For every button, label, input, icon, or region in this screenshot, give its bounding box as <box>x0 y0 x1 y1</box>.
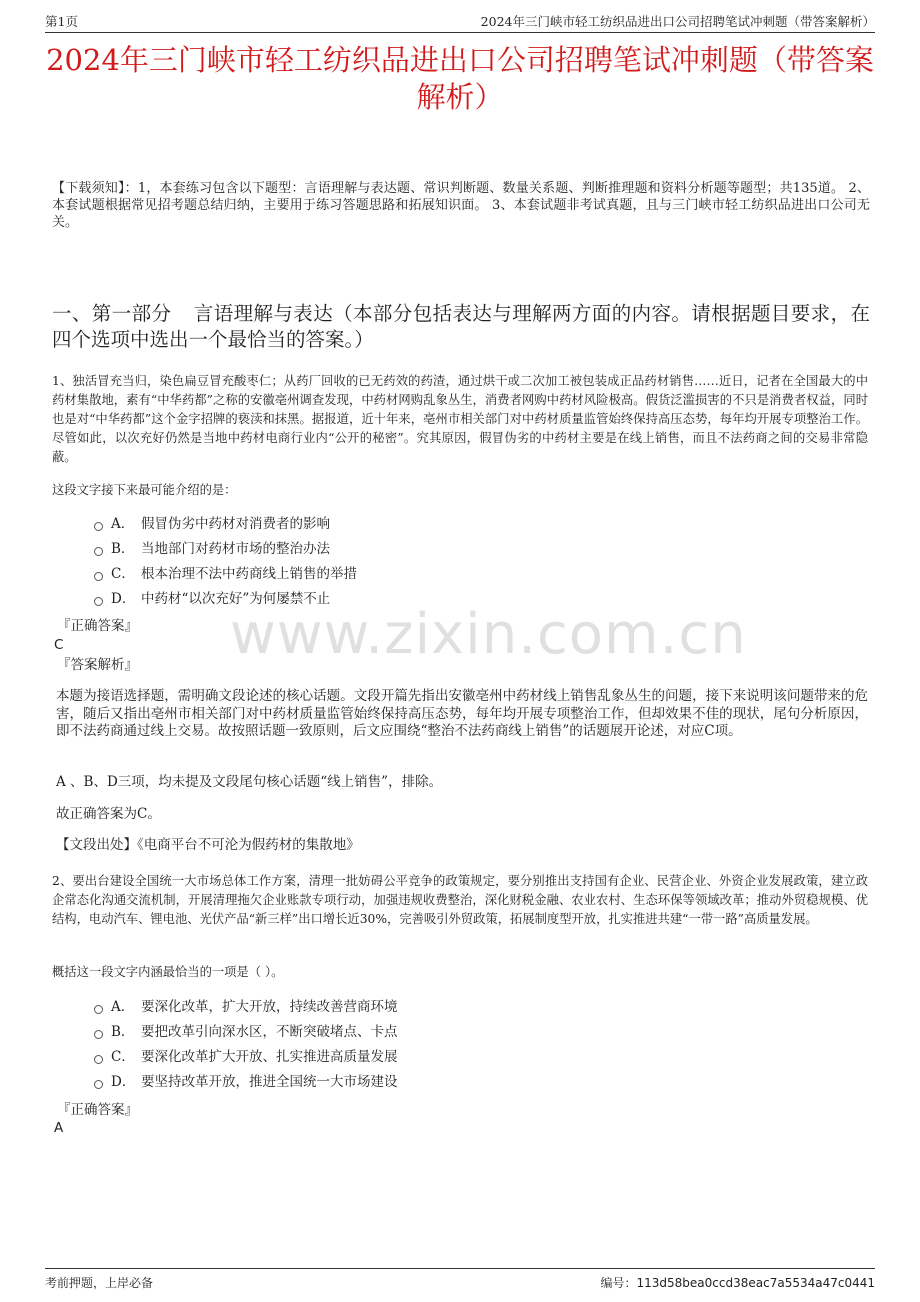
header-doc-title: 2024年三门峡市轻工纺织品进出口公司招聘笔试冲刺题（带答案解析） <box>480 14 875 29</box>
question-1-option-c[interactable] <box>94 564 357 584</box>
download-notice: 【下载须知】：1，本套练习包含以下题型：言语理解与表达题、常识判断题、数量关系题、判断推理题和资料分析题等题型；共135道。 2、本套试题根据常见招考题总结归纳，主要用于练习答题思路和拓展知识面。 3、本套试题非考试真题，且与三门峡市轻工纺织品进出口公司无关。 <box>52 181 870 230</box>
question-2-option-c[interactable] <box>94 1047 398 1067</box>
question-1-stem: 这段文字接下来最可能介绍的是： <box>52 483 237 497</box>
option-letter: B． <box>111 541 135 557</box>
radio-icon[interactable] <box>94 1055 103 1064</box>
footer-slogan: 考前押题，上岸必备 <box>45 1276 154 1290</box>
section-number: 一、第一部分 <box>52 302 172 325</box>
option-text: 要深化改革扩大开放、扎实推进高质量发展 <box>141 1049 398 1065</box>
option-text: 要坚持改革开放，推进全国统一大市场建设 <box>141 1074 398 1090</box>
question-2-option-a[interactable] <box>94 997 398 1017</box>
radio-icon[interactable] <box>94 1030 103 1039</box>
section-heading <box>52 301 870 353</box>
radio-icon[interactable] <box>94 547 103 556</box>
option-text: 当地部门对药材市场的整治办法 <box>141 541 330 557</box>
page-number: 第1页 <box>45 14 78 29</box>
option-letter: D． <box>111 1074 136 1090</box>
question-1-analysis-paragraph: 本题为接语选择题，需明确文段论述的核心话题。文段开篇先指出安徽亳州中药材线上销售乱象丛生的问题，接下来说明该问题带来的危害，随后又指出亳州市相关部门对中药材质量监管始终保持高压态势，每年均开展专项整治工作，但却效果不佳的现状，尾句分析原因，即不法药商通过线上交易。故按照话题一致原则，后文应围绕“整治不法药商线上销售”的话题展开论述，对应C项。 <box>56 688 868 739</box>
option-text: 假冒伪劣中药材对消费者的影响 <box>141 516 330 532</box>
radio-icon[interactable] <box>94 597 103 606</box>
radio-icon[interactable] <box>94 1005 103 1014</box>
section-text: 言语理解与表达（本部分包括表达与理解两方面的内容。请根据题目要求，在四个选项中选出一个最恰当的答案。） <box>52 302 870 351</box>
option-letter: D． <box>111 591 136 607</box>
option-text: 中药材“以次充好”为何屡禁不止 <box>141 591 331 607</box>
question-1-analysis-label: 『答案解析』 <box>57 657 138 673</box>
document-code-label: 编号： <box>600 1276 637 1290</box>
question-1-answer-label: 『正确答案』 <box>57 618 138 634</box>
question-2-option-d[interactable] <box>94 1072 398 1092</box>
document-code <box>601 1274 876 1291</box>
radio-icon[interactable] <box>94 1080 103 1089</box>
question-2-stem: 概括这一段文字内涵最恰当的一项是（ ）。 <box>52 965 284 979</box>
page-footer <box>45 1268 875 1291</box>
watermark: www.zixin.com.cn <box>230 602 747 667</box>
option-letter: B． <box>111 1024 135 1040</box>
option-text: 根本治理不法中药商线上销售的举措 <box>141 566 357 582</box>
document-title: 2024年三门峡市轻工纺织品进出口公司招聘笔试冲刺题（带答案解析） <box>46 43 874 114</box>
question-1-analysis-paragraph: 故正确答案为C。 <box>56 806 161 822</box>
question-2-option-b[interactable] <box>94 1022 398 1042</box>
option-text: 要把改革引向深水区，不断突破堵点、卡点 <box>141 1024 398 1040</box>
question-1-source: 【文段出处】《电商平台不可沦为假药材的集散地》 <box>56 837 360 853</box>
document-code-value: 113d58bea0ccd38eac7a5534a47c0441 <box>636 1276 875 1290</box>
radio-icon[interactable] <box>94 572 103 581</box>
question-1-option-a[interactable] <box>94 514 330 534</box>
question-1-analysis-paragraph: A 、B、D三项，均未提及文段尾句核心话题“线上销售”，排除。 <box>56 774 443 790</box>
option-letter: A． <box>111 999 135 1015</box>
option-letter: C． <box>111 566 135 582</box>
option-text: 要深化改革，扩大开放，持续改善营商环境 <box>141 999 398 1015</box>
option-letter: C． <box>111 1049 135 1065</box>
option-letter: A． <box>111 516 135 532</box>
question-2-text: 2、要出台建设全国统一大市场总体工作方案，清理一批妨碍公平竞争的政策规定，要分别推出支持国有企业、民营企业、外资企业发展政策，建立政企常态化沟通交流机制，开展清理拖欠企业账款专项行动，加强违规收费整治，深化财税金融、农业农村、生态环保等领域改革；推动外贸稳规模、优结构，电动汽车、锂电池、光伏产品“新三样”出口增长近30%，完善吸引外贸政策，拓展制度型开放，扎实推进共建“一带一路”高质量发展。 <box>52 874 868 926</box>
question-1-text: 1、独活冒充当归，染色扁豆冒充酸枣仁；从药厂回收的已无药效的药渣，通过烘干或二次加工被包装成正品药材销售……近日，记者在全国最大的中药材集散地，素有“中华药都”之称的安徽亳州调查发现，中药材网购乱象丛生，消费者网购中药材风险极高。假货泛滥损害的不只是消费者权益，同时也是对“中华药都”这个金字招牌的亵渎和抹黑。据报道，近十年来，亳州市相关部门对中药材质量监管始终保持高压态势，每年均开展专项整治工作。尽管如此，以次充好仍然是当地中药材电商行业内“公开的秘密”。究其原因，假冒伪劣的中药材主要是在线上销售，而且不法药商之间的交易非常隐蔽。 <box>52 374 868 464</box>
radio-icon[interactable] <box>94 522 103 531</box>
question-2-answer-label: 『正确答案』 <box>57 1102 138 1118</box>
question-2-answer: A <box>54 1120 64 1136</box>
page-header <box>45 12 875 33</box>
question-1-option-b[interactable] <box>94 539 330 559</box>
question-1-answer: C <box>54 637 64 653</box>
